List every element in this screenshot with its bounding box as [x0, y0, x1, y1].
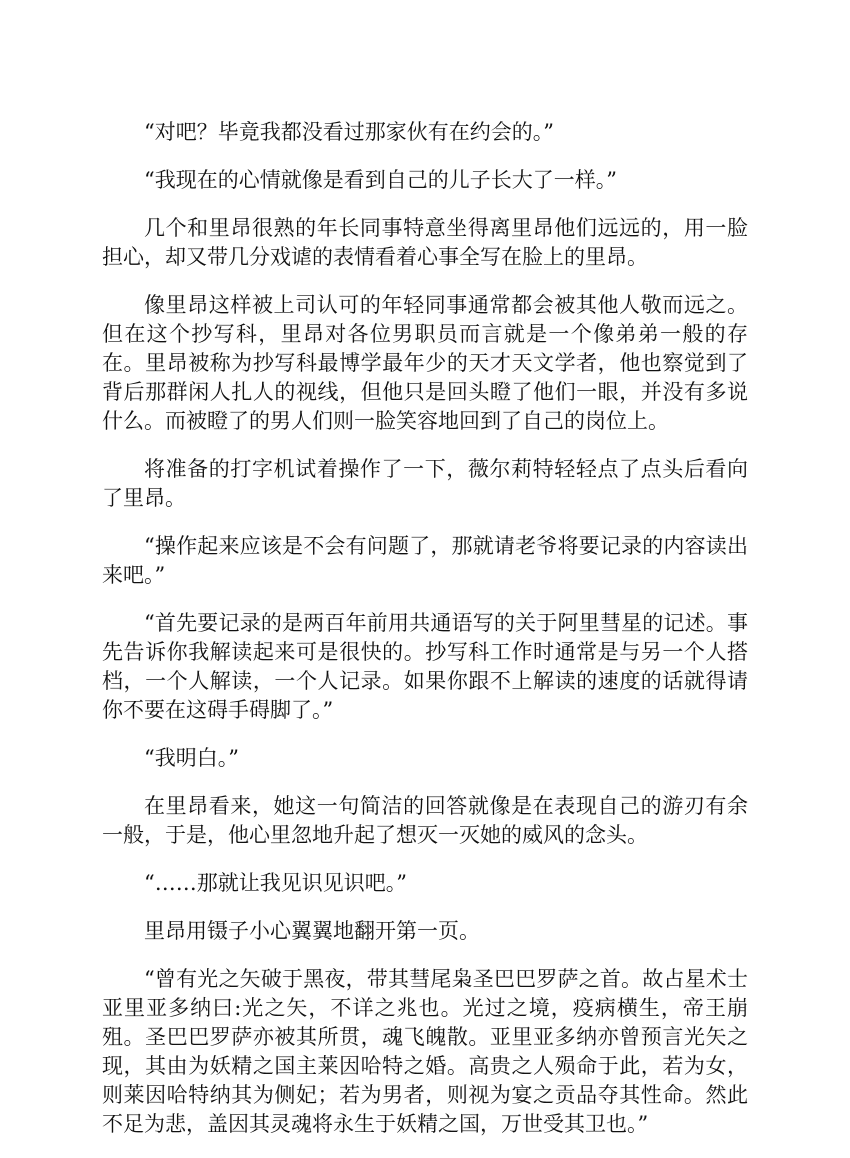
document-page — [102, 118, 748, 1158]
paragraph-10: “……那就让我见识见识吧。” — [144, 871, 407, 895]
paragraph-2: “我现在的心情就像是看到自己的儿子长大了一样。” — [144, 168, 617, 192]
paragraph-4: 像里昂这样被上司认可的年轻同事通常都会被其他人敬而远之。但在这个抄写科，里昂对各位男职员而言就是一个像弟弟一般的存在。里昂被称为抄写科最博学最年少的天才天文学者，他也察觉到了背后那群闲人扎人的视线，但他只是回头瞪了他们一眼，并没有多说什么。而被瞪了的男人们则一脸笑容地回到了自己的岗位上。 — [102, 293, 748, 433]
paragraph-3: 几个和里昂很熟的年长同事特意坐得离里昂他们远远的，用一脸担心，却又带几分戏谑的表情看着心事全写在脸上的里昂。 — [102, 216, 748, 269]
paragraph-9: 在里昂看来，她这一句简洁的回答就像是在表现自己的游刃有余一般，于是，他心里忽地升起了想灭一灭她的威风的念头。 — [102, 794, 748, 847]
paragraph-11: 里昂用镊子小心翼翼地翻开第一页。 — [144, 919, 480, 943]
paragraph-5: 将准备的打字机试着操作了一下，薇尔莉特轻轻点了点头后看向了里昂。 — [102, 457, 748, 510]
paragraph-6: “操作起来应该是不会有问题了，那就请老爷将要记录的内容读出来吧。” — [102, 534, 748, 587]
paragraph-1: “对吧？毕竟我都没看过那家伙有在约会的。” — [144, 120, 554, 144]
paragraph-8: “我明白。” — [144, 746, 239, 770]
paragraph-12: “曾有光之矢破于黑夜，带其彗尾枭圣巴巴罗萨之首。故占星术士亚里亚多纳曰:光之矢，不详之兆也。光过之境，疫病横生，帝王崩殂。圣巴巴罗萨亦被其所贯，魂飞魄散。亚里亚多纳亦曾预言光矢之现，其由为妖精之国主莱因哈特之婚。高贵之人殒命于此，若为女，则莱因哈特纳其为侧妃；若为男者，则视为宴之贡品夺其性命。然此不足为悲，盖因其灵魂将永生于妖精之国，万世受其卫也。” — [102, 967, 748, 1136]
paragraph-7: “首先要记录的是两百年前用共通语写的关于阿里彗星的记述。事先告诉你我解读起来可是很快的。抄写科工作时通常是与另一个人搭档，一个人解读，一个人记录。如果你跟不上解读的速度的话就得请你不要在这碍手碍脚了。” — [102, 611, 748, 722]
